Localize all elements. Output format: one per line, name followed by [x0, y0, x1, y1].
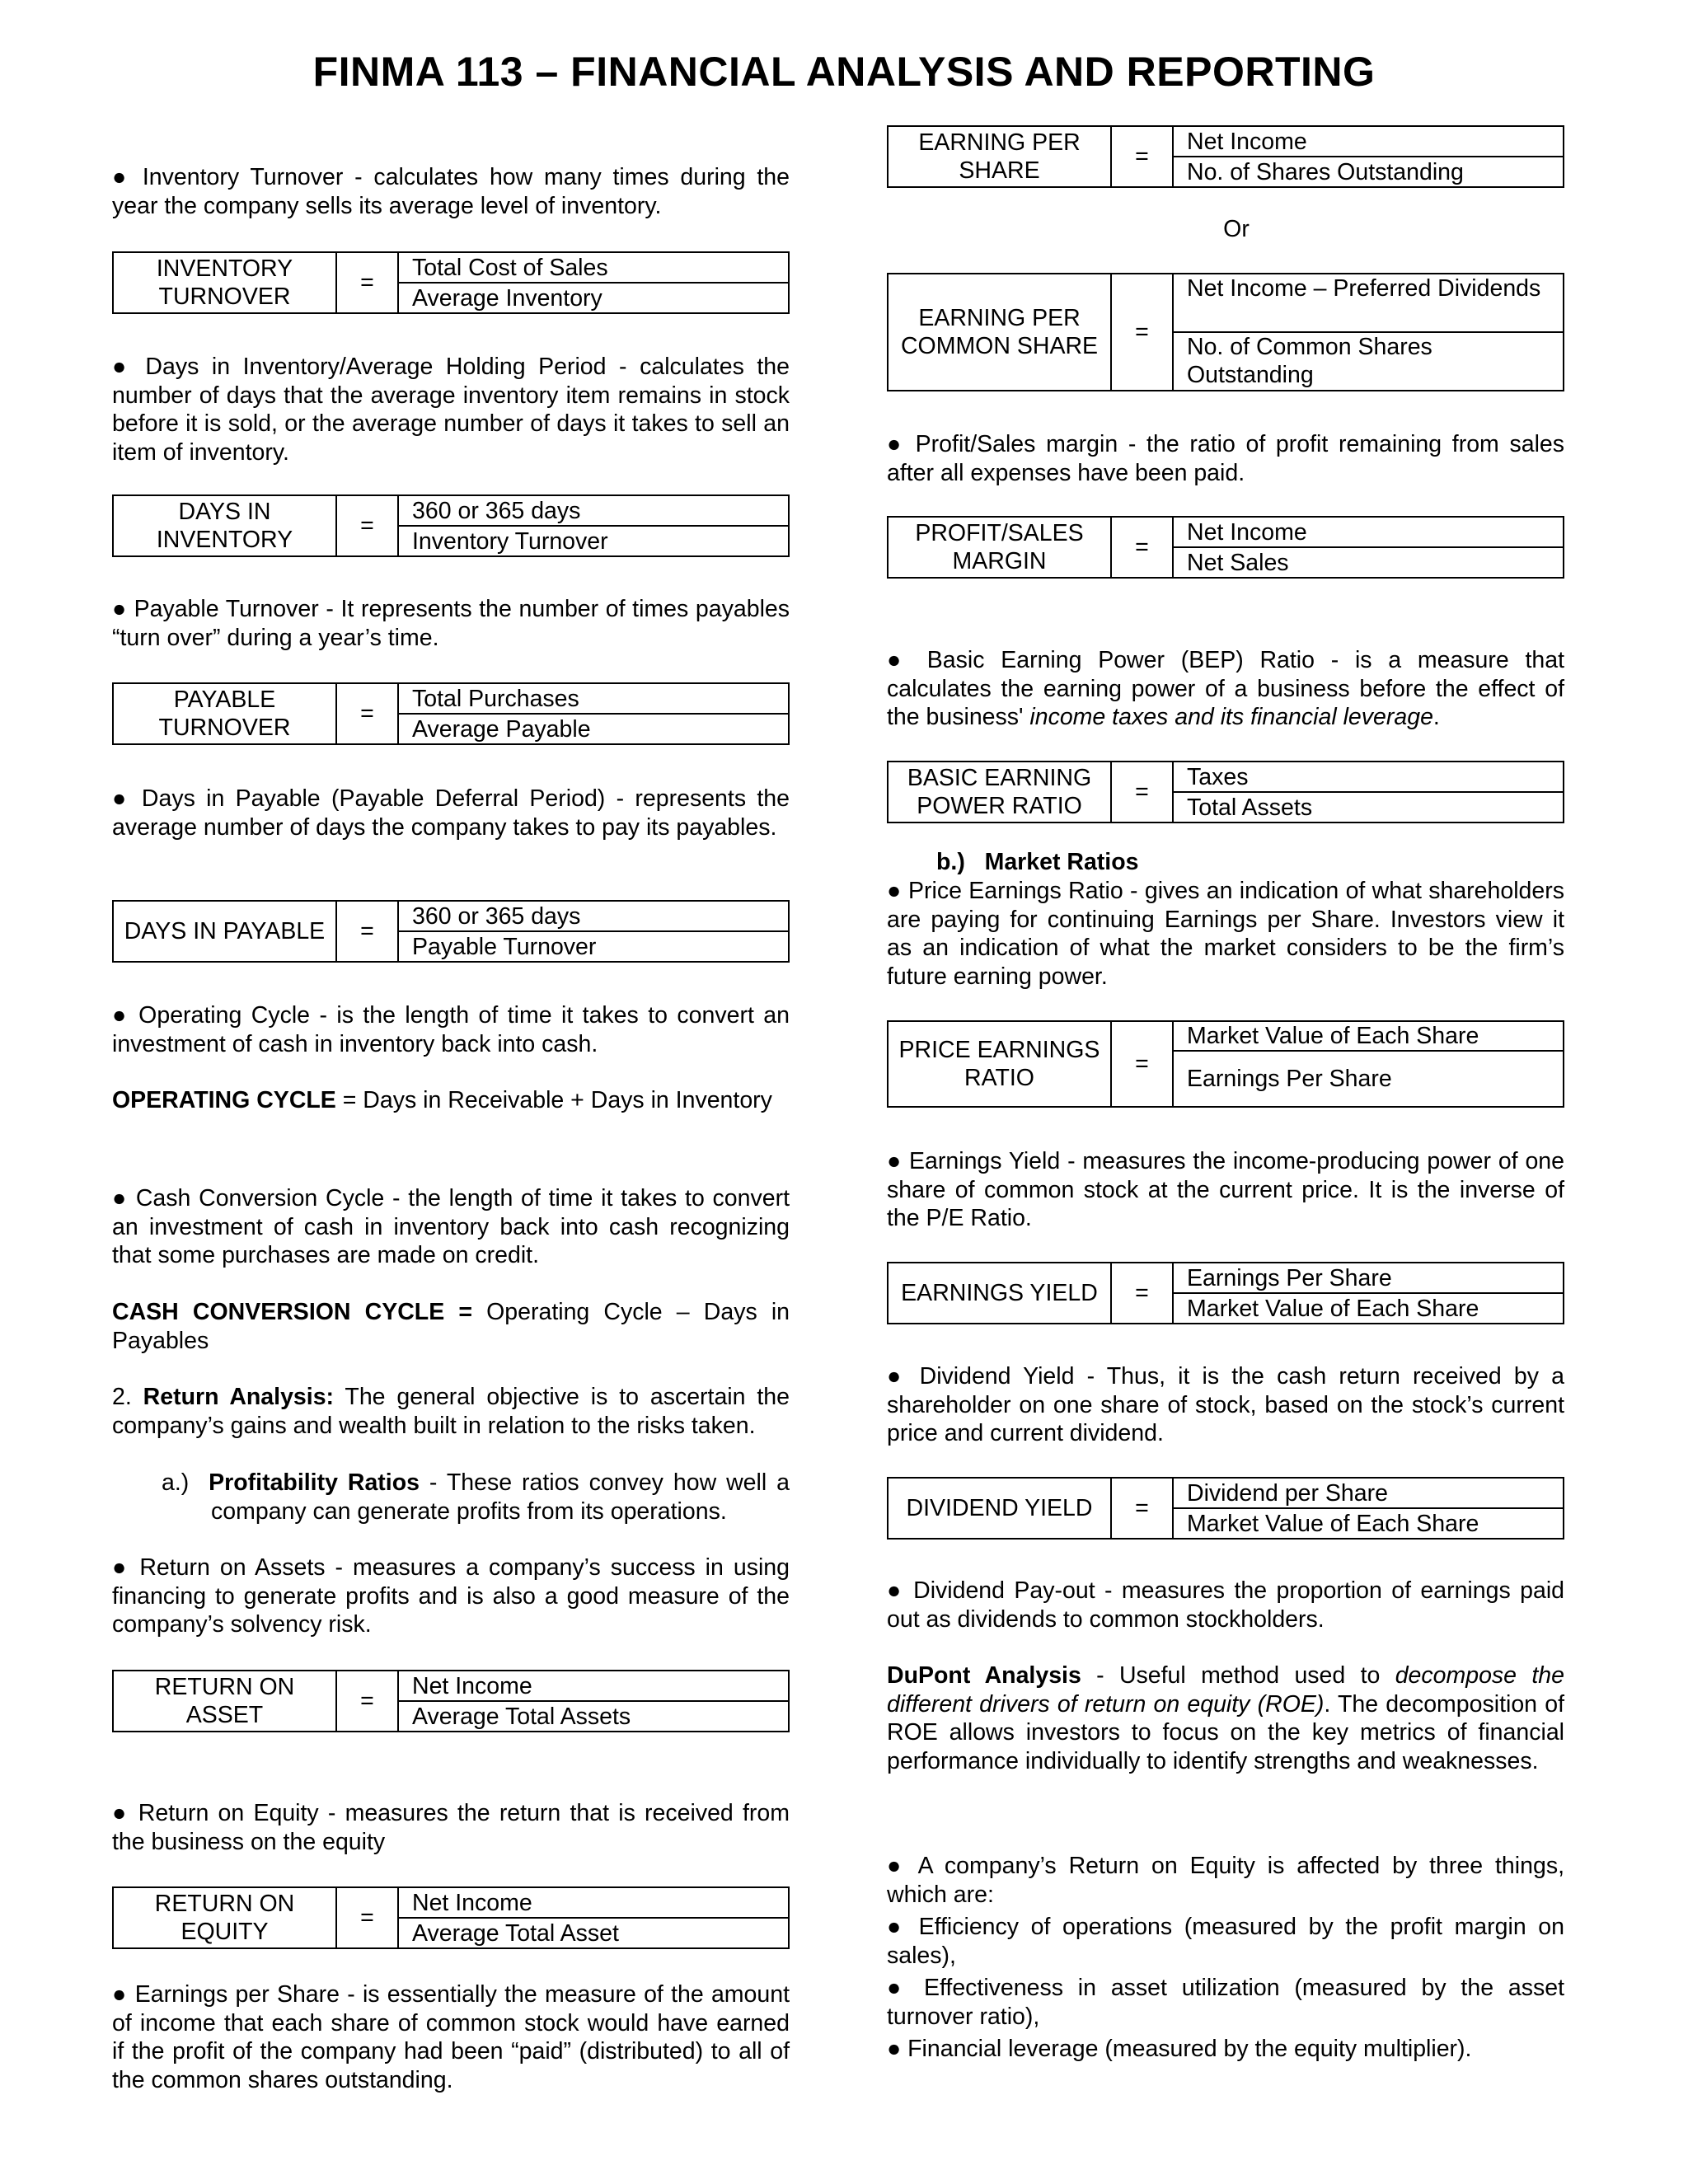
bullet: ● — [112, 1981, 128, 2008]
bullet: ● — [887, 431, 905, 457]
denominator: Earnings Per Share — [1187, 1066, 1392, 1092]
roe-factor-item: ● Effectiveness in asset utilization (measured by the asset turnover ratio), — [887, 1975, 1565, 2030]
return-on-equity-desc: ● Return on Equity - measures the return that is received from the business on the equity — [112, 1800, 790, 1855]
equals-sign: = — [337, 1671, 399, 1731]
bullet: ● — [112, 1800, 129, 1826]
equals-sign: = — [337, 496, 399, 555]
bullet: ● — [112, 1185, 129, 1212]
denominator: Average Total Asset — [412, 1919, 619, 1947]
eps-common-formula — [887, 273, 1564, 391]
cash-conversion-formula: CASH CONVERSION CYCLE = Operating Cycle – Days in Payables — [112, 1299, 790, 1354]
formula-name: DIVIDEND YIELD — [889, 1479, 1112, 1538]
numerator: Net Income — [1174, 127, 1563, 157]
bullet: ● — [887, 1363, 907, 1390]
denominator: Net Sales — [1187, 549, 1289, 576]
operating-cycle-desc: ● Operating Cycle - is the length of time it takes to convert an investment of cash in inventory back into cash. — [112, 1002, 790, 1057]
numerator: Net Income — [1174, 518, 1563, 548]
formula-name: PRICE EARNINGS RATIO — [889, 1022, 1112, 1106]
bep-formula — [887, 761, 1564, 823]
pe-ratio-desc: ● Price Earnings Ratio - gives an indication of what shareholders are paying for continuing Earnings per Share. Investors view it as an indication of what the market considers to be the firm’s future earning power. — [887, 878, 1565, 990]
numerator: Net Income – Preferred Dividends — [1174, 274, 1563, 333]
cash-conversion-desc: ● Cash Conversion Cycle - the length of time it takes to convert an investment of cash in inventory back into cash recognizing that some purchases are made on credit. — [112, 1185, 790, 1268]
bullet: ● — [112, 164, 132, 190]
bullet: ● — [112, 785, 131, 812]
page-title: FINMA 113 – FINANCIAL ANALYSIS AND REPORTING — [312, 49, 1376, 95]
formula-name: PAYABLE TURNOVER — [114, 684, 337, 743]
or-separator: Or — [1223, 216, 1250, 242]
earnings-yield-desc: ● Earnings Yield - measures the income-producing power of one share of common stock at the current price. It is the inverse of the P/E Ratio. — [887, 1148, 1565, 1231]
inventory-turnover-desc: ● Inventory Turnover - calculates how many times during the year the company sells its average level of inventory. — [112, 164, 790, 219]
denominator: Average Inventory — [412, 284, 603, 312]
numerator: Earnings Per Share — [1174, 1263, 1563, 1294]
denominator: Inventory Turnover — [412, 527, 608, 555]
bullet: ● — [887, 1853, 907, 1879]
numerator: Market Value of Each Share — [1174, 1022, 1563, 1052]
formula-name: PROFIT/SALES MARGIN — [889, 518, 1112, 577]
denominator: No. of Shares Outstanding — [1187, 158, 1464, 185]
profitability-ratios-heading: a.) Profitability Ratios - These ratios convey how well a company can generate profits from its operations. — [162, 1469, 790, 1525]
bullet: ● — [887, 1148, 903, 1174]
formula-name: DAYS IN PAYABLE — [114, 902, 337, 961]
profit-sales-desc: ● Profit/Sales margin - the ratio of profit remaining from sales after all expenses have been paid. — [887, 431, 1565, 486]
numerator: Dividend per Share — [1174, 1479, 1563, 1509]
equals-sign: = — [337, 902, 399, 961]
formula-name: INVENTORY TURNOVER — [114, 253, 337, 312]
denominator: Market Value of Each Share — [1187, 1295, 1479, 1322]
numerator: Net Income — [399, 1888, 788, 1919]
formula-label: OPERATING CYCLE — [112, 1087, 336, 1113]
dupont-label: DuPont Analysis — [887, 1662, 1081, 1689]
denominator: Payable Turnover — [412, 933, 597, 960]
dividend-yield-desc: ● Dividend Yield - Thus, it is the cash return received by a shareholder on one share of stock, based on the stock’s current price and current dividend. — [887, 1363, 1564, 1446]
formula-label: CASH CONVERSION CYCLE = — [112, 1299, 472, 1325]
equals-sign: = — [1112, 1263, 1174, 1323]
equals-sign: = — [1112, 1479, 1174, 1538]
equals-sign: = — [337, 684, 399, 743]
numerator: Total Purchases — [399, 684, 788, 715]
formula-name: BASIC EARNING POWER RATIO — [889, 762, 1112, 822]
bullet: ● — [887, 1914, 907, 1940]
numerator: Total Cost of Sales — [399, 253, 788, 284]
equals-sign: = — [337, 1888, 399, 1947]
dividend-payout-desc: ● Dividend Pay-out - measures the proportion of earnings paid out as dividends to common stockholders. — [887, 1577, 1564, 1633]
bullet: ● — [887, 2036, 902, 2062]
earnings-yield-formula — [887, 1262, 1564, 1324]
bullet: ● — [887, 878, 902, 904]
operating-cycle-formula: OPERATING CYCLE = Days in Receivable + Days in Inventory — [112, 1087, 772, 1113]
dividend-yield-formula — [887, 1477, 1564, 1540]
denominator: Total Assets — [1187, 794, 1313, 821]
dupont-analysis-desc: DuPont Analysis - Useful method used to decompose the different drivers of return on equity (ROE). The decomposition of ROE allows investors to focus on the key metrics of financial performance individually to identify strengths and weaknesses. — [887, 1662, 1564, 1774]
denominator: Market Value of Each Share — [1187, 1510, 1479, 1537]
earnings-per-share-desc: ● Earnings per Share - is essentially the measure of the amount of income that each share of common stock would have earned if the profit of the company had been “paid” (distributed) to all of the common shares outstanding. — [112, 1981, 790, 2093]
return-analysis-heading: 2. Return Analysis: The general objective is to ascertain the company’s gains and wealth built in relation to the risks taken. — [112, 1384, 790, 1439]
eps-formula — [887, 125, 1564, 188]
equals-sign: = — [337, 253, 399, 312]
bullet: ● — [112, 354, 133, 380]
formula-name: RETURN ON ASSET — [114, 1671, 337, 1731]
equals-sign: = — [1112, 1022, 1174, 1106]
profit-sales-formula — [887, 516, 1564, 579]
pe-ratio-formula — [887, 1020, 1564, 1108]
formula-name: RETURN ON EQUITY — [114, 1888, 337, 1947]
formula-name: EARNINGS YIELD — [889, 1263, 1112, 1323]
formula-name: DAYS IN INVENTORY — [114, 496, 337, 555]
days-in-payable-formula — [112, 900, 790, 963]
numerator: Net Income — [399, 1671, 788, 1702]
bullet: ● — [112, 1002, 129, 1029]
formula-name: EARNING PER SHARE — [889, 127, 1112, 186]
days-in-payable-desc: ● Days in Payable (Payable Deferral Period) - represents the average number of days the company takes to pay its payables. — [112, 785, 790, 841]
market-ratios-heading: b.) Market Ratios — [936, 849, 1139, 875]
equals-sign: = — [1112, 518, 1174, 577]
bep-desc: ● Basic Earning Power (BEP) Ratio - is a measure that calculates the earning power of a business before the effect of the business' income taxes and its financial leverage. — [887, 647, 1565, 730]
roe-factors-intro: ● A company’s Return on Equity is affected by three things, which are: — [887, 1853, 1564, 1908]
bullet: ● — [887, 1975, 910, 2001]
bullet: ● — [887, 1577, 904, 1604]
equals-sign: = — [1112, 274, 1174, 390]
return-on-equity-formula — [112, 1886, 790, 1949]
equals-sign: = — [1112, 127, 1174, 186]
bullet: ● — [112, 1554, 130, 1581]
equals-sign: = — [1112, 762, 1174, 822]
roe-factor-item: ● Financial leverage (measured by the equity multiplier). — [887, 2036, 1472, 2062]
return-on-assets-desc: ● Return on Assets - measures a company’s success in using financing to generate profits and is also a good measure of the company’s solvency risk. — [112, 1554, 790, 1638]
numerator: Taxes — [1174, 762, 1563, 793]
formula-name: EARNING PER COMMON SHARE — [889, 274, 1112, 390]
numerator: 360 or 365 days — [399, 496, 788, 527]
denominator: Average Payable — [412, 715, 591, 743]
inventory-turnover-formula — [112, 251, 790, 314]
denominator: No. of Common Shares Outstanding — [1187, 334, 1432, 388]
numerator: 360 or 365 days — [399, 902, 788, 932]
payable-turnover-desc: ● Payable Turnover - It represents the number of times payables “turn over” during a year’s time. — [112, 596, 790, 651]
bullet: ● — [887, 647, 912, 673]
bullet: ● — [112, 596, 127, 622]
return-on-asset-formula — [112, 1670, 790, 1732]
payable-turnover-formula — [112, 682, 790, 745]
days-in-inventory-formula — [112, 494, 790, 557]
roe-factor-item: ● Efficiency of operations (measured by the profit margin on sales), — [887, 1914, 1565, 1969]
days-in-inventory-desc: ● Days in Inventory/Average Holding Period - calculates the number of days that the average inventory item remains in stock before it is sold, or the average number of days it takes to sell an item of inventory. — [112, 354, 790, 466]
denominator: Average Total Assets — [412, 1703, 631, 1730]
